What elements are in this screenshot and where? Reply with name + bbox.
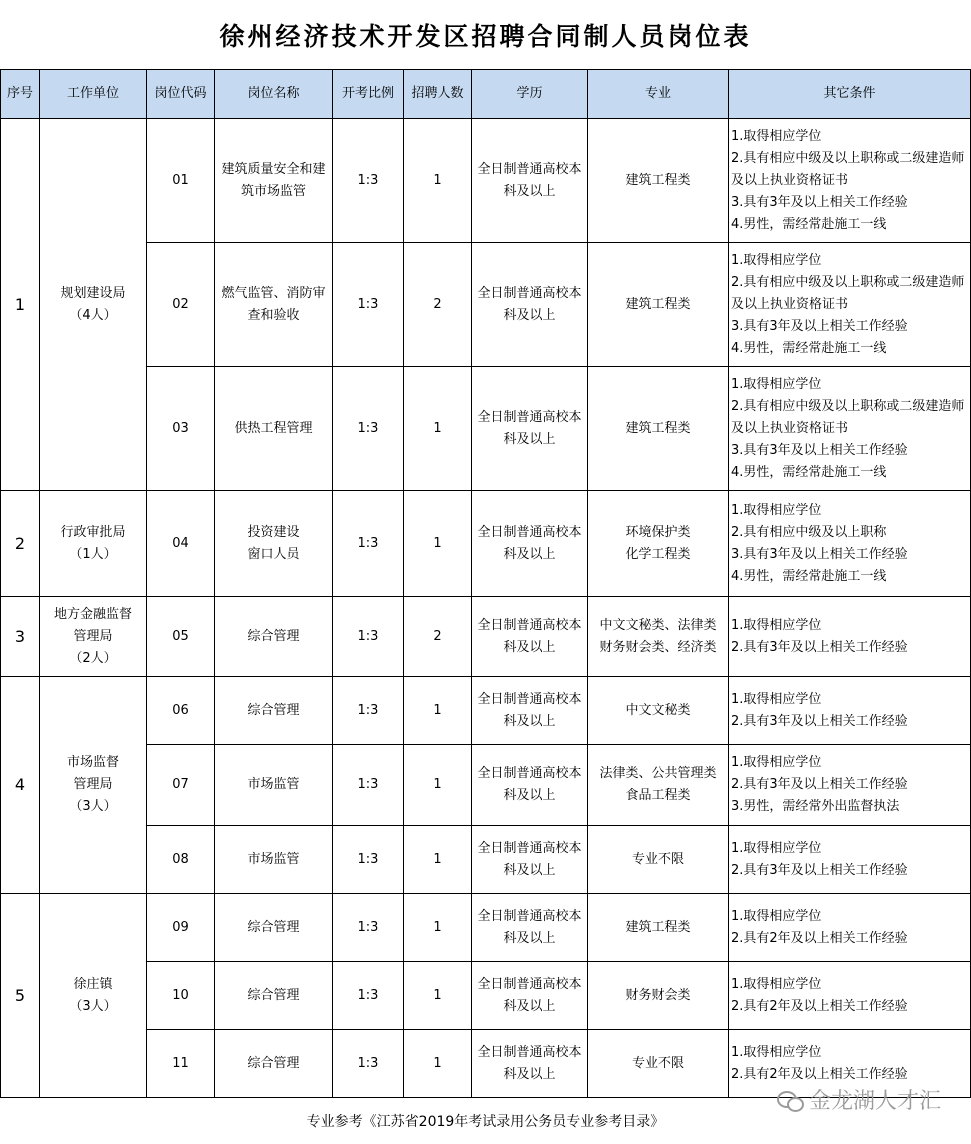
ratio-cell: 1:3	[333, 826, 404, 894]
ratio-cell: 1:3	[333, 1030, 404, 1098]
unit-line: （4人）	[69, 307, 117, 323]
page-title: 徐州经济技术开发区招聘合同制人员岗位表	[0, 0, 971, 70]
count-cell: 1	[404, 491, 472, 597]
other-line: 1.取得相应学位	[731, 755, 822, 770]
edu-line: 全日制普通高校本	[477, 409, 582, 425]
ratio-cell: 1:3	[333, 367, 404, 491]
major-line: 化学工程类	[625, 546, 691, 562]
other-line: 及以上执业资格证书	[731, 172, 849, 188]
table-row	[1, 367, 971, 491]
code-cell: 08	[147, 826, 215, 894]
unit-line: 管理局	[73, 777, 113, 792]
code-cell: 10	[147, 962, 215, 1030]
code-cell: 07	[147, 745, 215, 826]
other-line: 1.取得相应学位	[731, 252, 822, 268]
unit-line: （3人）	[69, 799, 117, 814]
name-cell	[215, 367, 333, 491]
count-cell: 1	[404, 119, 472, 243]
other-line: 4.男性，需经常赴施工一线	[731, 464, 887, 480]
other-line: 2.具有相应中级及以上职称	[731, 524, 887, 540]
name-cell	[215, 597, 333, 677]
edu-line: 科及以上	[503, 183, 556, 199]
other-line: 3.男性，需经常外出监督执法	[731, 799, 900, 814]
other-cell	[729, 367, 971, 491]
name-cell	[215, 491, 333, 597]
unit-cell	[40, 597, 147, 677]
other-line: 1.取得相应学位	[731, 128, 822, 144]
name-cell	[215, 1030, 333, 1098]
unit-line: 地方金融监督	[53, 606, 132, 622]
other-line: 2.具有2年及以上相关工作经验	[731, 930, 908, 946]
major-cell	[588, 826, 729, 894]
name-line: 市场监管	[247, 851, 300, 867]
count-cell: 1	[404, 367, 472, 491]
unit-line: 行政审批局	[60, 524, 126, 540]
name-line: 市场监管	[247, 777, 300, 792]
ratio-cell: 1:3	[333, 491, 404, 597]
other-line: 1.取得相应学位	[731, 691, 822, 707]
unit-cell	[40, 119, 147, 491]
edu-line: 科及以上	[503, 546, 556, 562]
other-cell	[729, 962, 971, 1030]
major-cell	[588, 367, 729, 491]
code-cell: 11	[147, 1030, 215, 1098]
table-row	[1, 962, 971, 1030]
edu-line: 全日制普通高校本	[477, 976, 582, 992]
col-header-unit: 工作单位	[40, 70, 147, 119]
unit-line: （1人）	[69, 546, 117, 562]
other-cell	[729, 491, 971, 597]
other-line: 4.男性，需经常赴施工一线	[731, 340, 887, 356]
table-row	[1, 894, 971, 962]
edu-line: 科及以上	[503, 1066, 556, 1082]
other-line: 2.具有3年及以上相关工作经验	[731, 713, 908, 729]
table-header-row	[1, 70, 971, 119]
count-cell: 1	[404, 894, 472, 962]
edu-line: 全日制普通高校本	[477, 524, 582, 540]
other-line: 1.取得相应学位	[731, 976, 822, 992]
col-header-code: 岗位代码	[147, 70, 215, 119]
code-cell: 05	[147, 597, 215, 677]
edu-line: 科及以上	[503, 998, 556, 1014]
other-line: 及以上执业资格证书	[731, 296, 849, 312]
major-line: 食品工程类	[625, 788, 691, 803]
col-header-count: 招聘人数	[404, 70, 472, 119]
count-cell: 2	[404, 597, 472, 677]
other-line: 2.具有3年及以上相关工作经验	[731, 639, 908, 655]
other-line: 1.取得相应学位	[731, 1044, 822, 1060]
other-line: 3.具有3年及以上相关工作经验	[731, 442, 908, 458]
code-cell: 06	[147, 677, 215, 745]
edu-line: 全日制普通高校本	[477, 161, 582, 177]
major-cell	[588, 962, 729, 1030]
other-line: 4.男性，需经常赴施工一线	[731, 568, 887, 584]
other-cell	[729, 677, 971, 745]
footer-note: 专业参考《江苏省2019年考试录用公务员专业参考目录》	[0, 1097, 971, 1143]
table-row	[1, 826, 971, 894]
other-cell	[729, 826, 971, 894]
major-line: 专业不限	[631, 851, 684, 867]
ratio-cell: 1:3	[333, 894, 404, 962]
unit-cell	[40, 491, 147, 597]
ratio-cell: 1:3	[333, 962, 404, 1030]
major-cell	[588, 745, 729, 826]
other-cell	[729, 745, 971, 826]
other-line: 3.具有3年及以上相关工作经验	[731, 546, 908, 562]
edu-line: 科及以上	[503, 307, 556, 323]
ratio-cell: 1:3	[333, 243, 404, 367]
other-line: 1.取得相应学位	[731, 502, 822, 518]
education-cell	[472, 597, 588, 677]
other-cell	[729, 119, 971, 243]
other-line: 2.具有相应中级及以上职称或二级建造师	[731, 150, 965, 166]
name-line: 综合管理	[247, 628, 300, 644]
other-line: 及以上执业资格证书	[731, 420, 849, 436]
unit-line: 管理局	[73, 628, 113, 644]
count-cell: 1	[404, 745, 472, 826]
name-cell	[215, 677, 333, 745]
count-cell: 1	[404, 677, 472, 745]
other-cell	[729, 894, 971, 962]
col-header-major: 专业	[588, 70, 729, 119]
name-line: 筑市场监管	[240, 183, 306, 199]
major-cell	[588, 119, 729, 243]
table-row	[1, 243, 971, 367]
name-line: 综合管理	[247, 987, 300, 1003]
major-line: 财务财会类、经济类	[599, 639, 717, 655]
ratio-cell: 1:3	[333, 597, 404, 677]
col-header-other: 其它条件	[729, 70, 971, 119]
seq-cell: 3	[1, 597, 40, 677]
table-row	[1, 491, 971, 597]
major-line: 建筑工程类	[625, 296, 691, 312]
edu-line: 科及以上	[503, 639, 556, 655]
other-line: 3.具有3年及以上相关工作经验	[731, 318, 908, 334]
name-line: 综合管理	[247, 919, 300, 935]
unit-line: 徐庄镇	[73, 976, 113, 992]
major-line: 建筑工程类	[625, 420, 691, 436]
code-cell: 01	[147, 119, 215, 243]
major-cell	[588, 894, 729, 962]
major-cell	[588, 491, 729, 597]
other-line: 3.具有3年及以上相关工作经验	[731, 194, 908, 210]
other-line: 2.具有3年及以上相关工作经验	[731, 777, 908, 792]
unit-line: （2人）	[69, 650, 117, 666]
education-cell	[472, 962, 588, 1030]
name-line: 供热工程管理	[234, 420, 313, 436]
major-line: 中文文秘类	[625, 702, 691, 718]
edu-line: 科及以上	[503, 431, 556, 447]
major-line: 建筑工程类	[625, 919, 691, 935]
name-line: 投资建设	[247, 524, 300, 540]
major-line: 环境保护类	[625, 524, 691, 540]
edu-line: 全日制普通高校本	[477, 908, 582, 924]
name-cell	[215, 826, 333, 894]
other-line: 4.男性，需经常赴施工一线	[731, 216, 887, 232]
code-cell: 04	[147, 491, 215, 597]
table-body	[1, 119, 971, 1098]
major-line: 专业不限	[631, 1055, 684, 1071]
code-cell: 03	[147, 367, 215, 491]
unit-line: 规划建设局	[60, 285, 126, 301]
other-line: 1.取得相应学位	[731, 376, 822, 392]
edu-line: 科及以上	[503, 862, 556, 878]
name-line: 查和验收	[247, 307, 300, 323]
watermark	[777, 1084, 941, 1115]
name-cell	[215, 962, 333, 1030]
other-line: 2.具有相应中级及以上职称或二级建造师	[731, 274, 965, 290]
col-header-education: 学历	[472, 70, 588, 119]
education-cell	[472, 1030, 588, 1098]
ratio-cell: 1:3	[333, 745, 404, 826]
ratio-cell: 1:3	[333, 677, 404, 745]
name-line: 建筑质量安全和建	[221, 161, 326, 177]
seq-cell: 1	[1, 119, 40, 491]
other-cell	[729, 597, 971, 677]
name-cell	[215, 119, 333, 243]
education-cell	[472, 243, 588, 367]
other-cell	[729, 243, 971, 367]
job-table	[0, 69, 971, 1098]
major-line: 财务财会类	[625, 987, 691, 1003]
unit-cell	[40, 677, 147, 894]
edu-line: 全日制普通高校本	[477, 840, 582, 856]
table-row	[1, 745, 971, 826]
seq-cell: 5	[1, 894, 40, 1098]
major-line: 建筑工程类	[625, 172, 691, 188]
count-cell: 1	[404, 962, 472, 1030]
watermark-text: 金龙湖人才汇	[808, 1089, 941, 1114]
name-cell	[215, 243, 333, 367]
education-cell	[472, 745, 588, 826]
col-header-name: 岗位名称	[215, 70, 333, 119]
table-row	[1, 677, 971, 745]
education-cell	[472, 491, 588, 597]
name-line: 窗口人员	[247, 546, 300, 562]
name-line: 综合管理	[247, 702, 300, 718]
education-cell	[472, 119, 588, 243]
education-cell	[472, 894, 588, 962]
unit-cell	[40, 894, 147, 1098]
count-cell: 2	[404, 243, 472, 367]
name-line: 综合管理	[247, 1055, 300, 1071]
unit-line: 市场监督	[66, 755, 119, 770]
count-cell: 1	[404, 826, 472, 894]
table-row	[1, 597, 971, 677]
name-cell	[215, 745, 333, 826]
unit-line: （3人）	[69, 998, 117, 1014]
edu-line: 全日制普通高校本	[477, 285, 582, 301]
edu-line: 全日制普通高校本	[477, 691, 582, 707]
major-line: 法律类、公共管理类	[599, 766, 717, 781]
seq-cell: 2	[1, 491, 40, 597]
count-cell: 1	[404, 1030, 472, 1098]
edu-line: 科及以上	[503, 930, 556, 946]
code-cell: 09	[147, 894, 215, 962]
edu-line: 全日制普通高校本	[477, 1044, 582, 1060]
major-cell	[588, 597, 729, 677]
wechat-icon	[777, 1089, 803, 1111]
col-header-ratio: 开考比例	[333, 70, 404, 119]
major-cell	[588, 243, 729, 367]
education-cell	[472, 677, 588, 745]
other-line: 2.具有2年及以上相关工作经验	[731, 998, 908, 1014]
other-line: 1.取得相应学位	[731, 908, 822, 924]
other-line: 2.具有2年及以上相关工作经验	[731, 1066, 908, 1082]
code-cell: 02	[147, 243, 215, 367]
other-line: 1.取得相应学位	[731, 617, 822, 633]
name-line: 燃气监管、消防审	[221, 285, 326, 301]
education-cell	[472, 826, 588, 894]
edu-line: 全日制普通高校本	[477, 766, 582, 781]
edu-line: 科及以上	[503, 788, 556, 803]
edu-line: 全日制普通高校本	[477, 617, 582, 633]
seq-cell: 4	[1, 677, 40, 894]
table-row	[1, 119, 971, 243]
major-line: 中文文秘类、法律类	[599, 617, 717, 633]
ratio-cell: 1:3	[333, 119, 404, 243]
major-cell	[588, 677, 729, 745]
education-cell	[472, 367, 588, 491]
other-line: 1.取得相应学位	[731, 840, 822, 856]
major-cell	[588, 1030, 729, 1098]
other-line: 2.具有3年及以上相关工作经验	[731, 862, 908, 878]
name-cell	[215, 894, 333, 962]
edu-line: 科及以上	[503, 713, 556, 729]
col-header-seq: 序号	[1, 70, 40, 119]
other-line: 2.具有相应中级及以上职称或二级建造师	[731, 398, 965, 414]
